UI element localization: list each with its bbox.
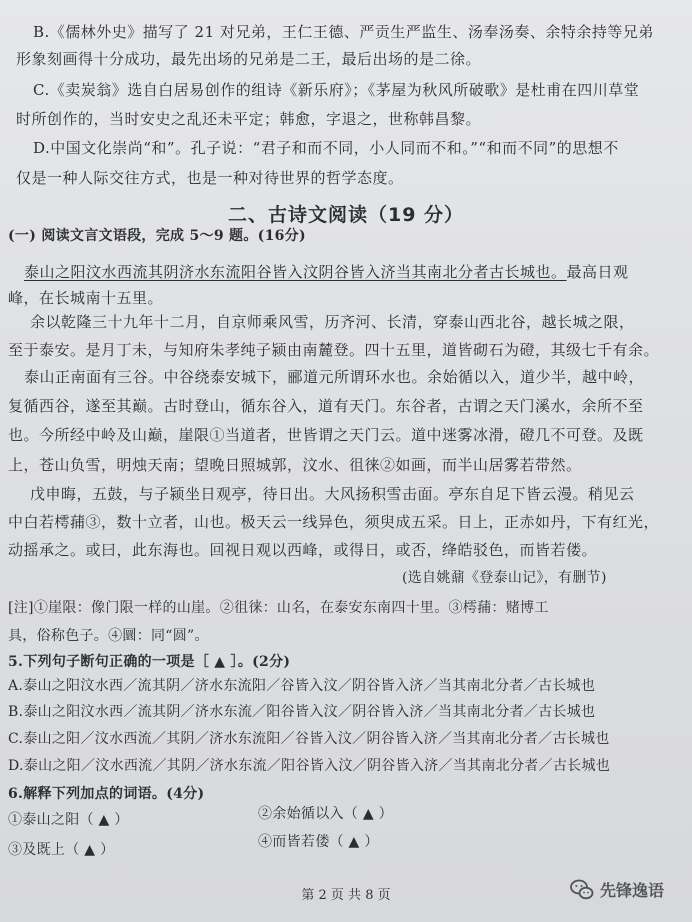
question-6-stem: 6.解释下列加点的词语。(4分): [8, 786, 205, 802]
question-5-option-c: C.泰山之阳／汶水西流／其阴／济水东流阳／谷皆入汶／阴谷皆入济／当其南北分者／古长城也: [8, 731, 610, 747]
question-5-stem: 5.下列句子断句正确的一项是［ ▲ ］。(2分): [8, 654, 291, 670]
passage-line-9: 戊申晦，五鼓，与子颍坐日观亭，待日出。大风扬积雪击面。亭东自足下皆云漫。稍见云: [30, 485, 635, 503]
passage-line-7: 也。今所经中岭及山巅，崖限①当道者，世皆谓之天门云。道中迷雾冰滑，磴几不可登。及既: [8, 426, 644, 444]
page-footer: 第 2 页 共 8 页: [301, 888, 391, 903]
subsection-heading: (一) 阅读文言文语段，完成 5～9 题。(16分): [8, 228, 306, 244]
passage-line-4: 至于泰安。是月丁未，与知府朱孝纯子颍由南麓登。四十五里，道皆砌石为磴，其级七千有余。: [8, 341, 660, 359]
passage-line-8: 上，苍山负雪，明烛天南；望晚日照城郭，汶水、徂徕②如画，而半山居雾若带然。: [8, 456, 582, 474]
passage-line-3: 余以乾隆三十九年十二月，自京师乘风雪，历齐河、长清，穿泰山西北谷，越长城之限，: [30, 313, 635, 331]
passage-line-11: 动摇承之。或曰，此东海也。回视日观以西峰，或得日，或否，绛皓驳色，而皆若偻。: [8, 541, 598, 559]
option-d-line-2: 仅是一种人际交往方式，也是一种对待世界的哲学态度。: [16, 169, 404, 187]
passage-line-6: 复循西谷，遂至其巅。古时登山，循东谷入，道有天门。东谷者，古谓之天门溪水，余所不至: [8, 397, 644, 415]
watermark: [570, 878, 664, 901]
option-c-line-2: 时所创作的，当时安史之乱还未平定；韩愈，字退之，世称韩昌黎。: [16, 110, 482, 128]
wechat-icon: [570, 879, 594, 901]
option-c-line-1: C.《卖炭翁》选自白居易创作的组诗《新乐府》；《茅屋为秋风所破歌》是杜甫在四川草堂: [33, 81, 640, 99]
option-b-line-1: B.《儒林外史》描写了 21 对兄弟，王仁王德、严贡生严监生、汤奉汤奏、余特余持等兄弟: [33, 23, 654, 41]
passage-line-2: 峰，在长城南十五里。: [8, 289, 164, 307]
question-6-item-2: ②余始循以入（ ▲ ）: [258, 806, 393, 822]
passage-line-10: 中白若樗蒱③，数十立者，山也。极天云一线异色，须臾成五采。日上，正赤如丹，下有红光，: [8, 513, 660, 531]
passage-source: (选自姚鼐《登泰山记》，有删节): [402, 570, 607, 586]
passage-line-1-rest: 最高日观: [566, 263, 629, 281]
notes-line-2: 具，俗称色子。④圜：同“圆”。: [8, 628, 209, 644]
underlined-sentence: 泰山之阳汶水西流其阴济水东流阳谷皆入汶阴谷皆入济当其南北分者古长城也。: [24, 263, 567, 281]
watermark-text: 先锋逸语: [600, 881, 665, 900]
question-6-item-1: ①泰山之阳（ ▲ ）: [8, 812, 129, 828]
option-b-line-2: 形象刻画得十分成功，最先出场的兄弟是二王，最后出场的是二徐。: [16, 50, 482, 68]
question-5-option-a: A.泰山之阳汶水西／流其阴／济水东流阳／谷皆入汶／阴谷皆入济／当其南北分者／古长城也: [8, 678, 596, 694]
question-6-item-4: ④而皆若偻（ ▲ ）: [258, 834, 379, 850]
passage-line-5: 泰山正南面有三谷。中谷绕泰安城下，郦道元所谓环水也。余始循以入，道少半，越中岭，: [24, 368, 645, 386]
section-title: 二、古诗文阅读（19 分）: [227, 204, 465, 226]
option-d-line-1: D.中国文化崇尚“和”。孔子说：“君子和而不同，小人同而不和。”“和而不同”的思想不: [33, 139, 619, 157]
passage-line-1: [24, 262, 629, 282]
question-5-option-d: D.泰山之阳／汶水西流／其阴／济水东流／阳谷皆入汶／阴谷皆入济／当其南北分者／古长城也: [8, 758, 611, 774]
question-5-option-b: B.泰山之阳汶水西／流其阴／济水东流／阳谷皆入汶／阴谷皆入济／当其南北分者／古长城也: [8, 704, 596, 720]
question-6-item-3: ③及既上（ ▲ ）: [8, 842, 115, 858]
notes-line-1: [注]①崖限：像门限一样的山崖。②徂徕：山名，在泰安东南四十里。③樗蒱：赌博工: [8, 600, 549, 616]
